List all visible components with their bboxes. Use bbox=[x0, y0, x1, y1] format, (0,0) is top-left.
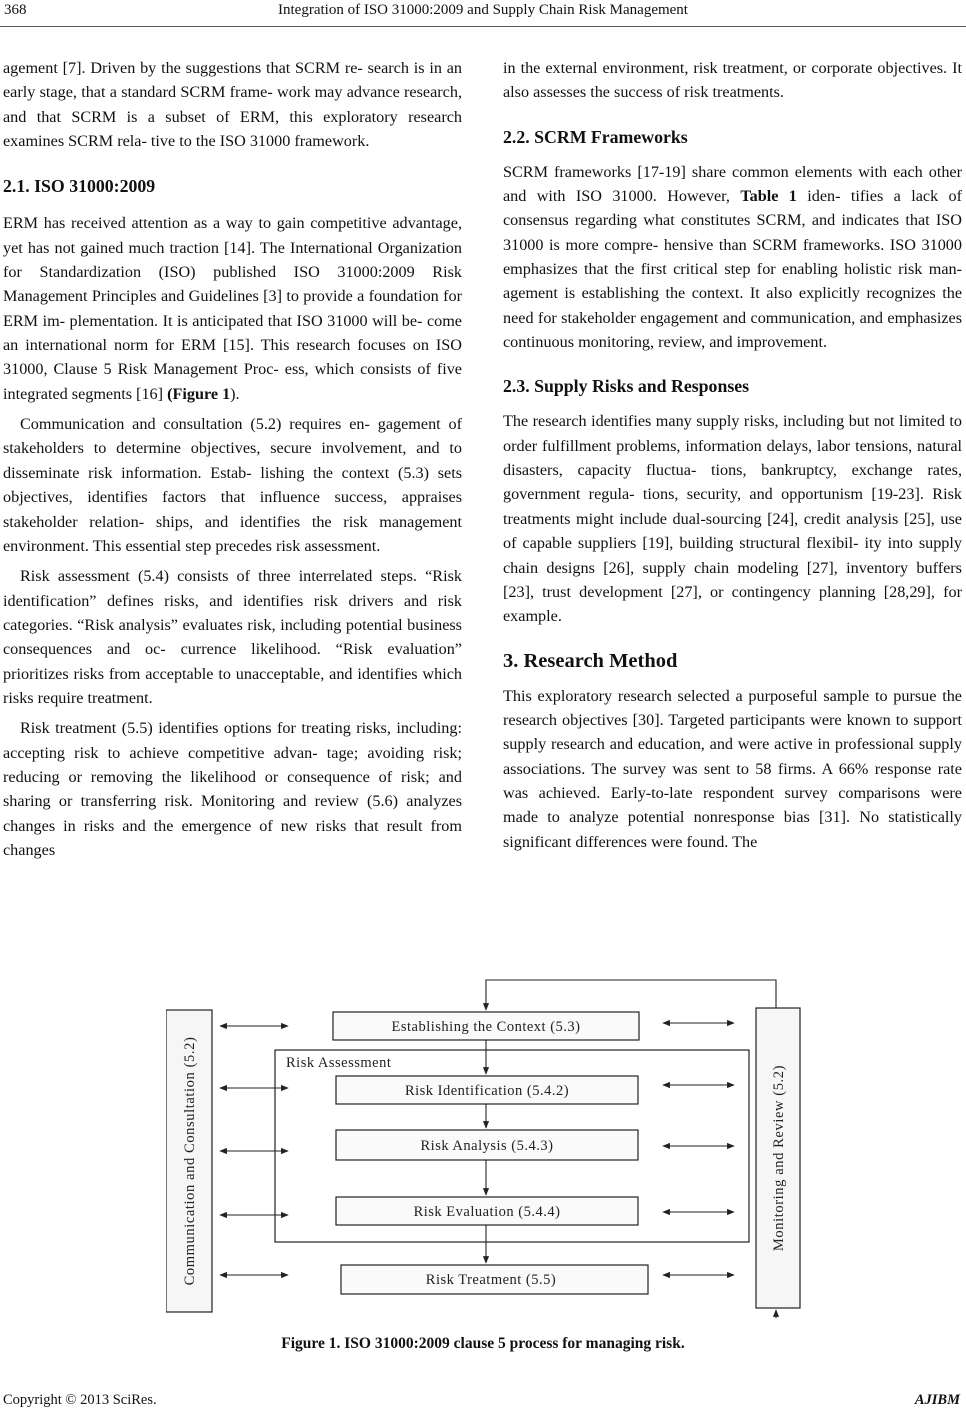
paragraph: ERM has received attention as a way to gain competitive advantage, yet has not gained much traction [14]. The International Organization for Standardization (ISO) published ISO 31000:2009 Risk Management Principles and Guidelines [3] to provide a foundation for ERM im- plementation. It is anticipated that ISO 31000 will be- come an international norm for ERM [15]. This research focuses on ISO 31000, Clause 5 Risk Management Proc- ess, which consists of five integrated segments [16] (Figure 1). bbox=[3, 214, 462, 403]
right-column bbox=[503, 56, 962, 854]
paragraph: Risk treatment (5.5) identifies options for treating risks, including: accepting risk to achieve competitive advan- tage; avoiding risk; reducing or removing the likelihood or consequence of risk; and sharing or transferring risk. Monitoring and review (5.6) analyzes changes in risks and the emergence of new risks that result from changes bbox=[3, 719, 462, 859]
figure-reference[interactable]: Figure 1 bbox=[172, 384, 231, 403]
paragraph: Communication and consultation (5.2) requires en- gagement of stakeholders to determine objectives, secure involvement, and to disseminate risk information. Estab- lishing the context (5.3) sets objectives, identifies factors that influence success, appraises stakeholder relation- ships, and identifies the risk management environment. This essential step precedes risk assessment. bbox=[3, 415, 462, 555]
context-label: Establishing the Context (5.3) bbox=[391, 1019, 581, 1035]
paragraph: agement [7]. Driven by the suggestions that SCRM re- search is in an early stage, that a standard SCRM frame- work may advance research, and that SCRM is a subset of ERM, this exploratory research examines SCRM rela- tive to the ISO 31000 framework. bbox=[3, 59, 462, 151]
arrow-feedback-loop bbox=[486, 980, 776, 1010]
analysis-label: Risk Analysis (5.4.3) bbox=[420, 1138, 554, 1154]
process-figure bbox=[166, 978, 806, 1318]
identification-label: Risk Identification (5.4.2) bbox=[404, 1083, 570, 1099]
section-heading: 2.2. SCRM Frameworks bbox=[503, 126, 688, 147]
paragraph: in the external environment, risk treatment, or corporate objectives. It also assesses the success of risk treatments. bbox=[503, 59, 962, 102]
evaluation-label: Risk Evaluation (5.4.4) bbox=[413, 1204, 561, 1220]
figure-caption: Figure 1. ISO 31000:2009 clause 5 process for managing risk. bbox=[281, 1335, 685, 1352]
treatment-label: Risk Treatment (5.5) bbox=[425, 1272, 557, 1288]
left-column bbox=[3, 56, 462, 862]
communication-label: Communication and Consultation (5.2) bbox=[182, 1036, 198, 1286]
section-heading: 2.1. ISO 31000:2009 bbox=[3, 176, 156, 197]
copyright: Copyright © 2013 SciRes. bbox=[3, 1392, 157, 1408]
risk-assessment-label: Risk Assessment bbox=[286, 1055, 392, 1071]
page-number: 368 bbox=[4, 2, 27, 18]
section-heading: 3. Research Method bbox=[503, 649, 678, 672]
header-rule bbox=[0, 26, 966, 27]
journal-abbreviation: AJIBM bbox=[914, 1392, 960, 1408]
paragraph: Risk assessment (5.4) consists of three interrelated steps. “Risk identification” defines risks, and identifies risk drivers and risk categories. “Risk analysis” evaluates risk, including potential business consequences and oc- currence likelihood. “Risk evaluation” prioritizes risks from acceptable to unacceptable, and identifies which risks require treatment. bbox=[3, 567, 462, 707]
monitoring-label: Monitoring and Review (5.2) bbox=[771, 1064, 787, 1252]
paragraph: SCRM frameworks [17-19] share common elements with each other and with ISO 31000. However, Table 1 iden- tifies a lack of consensus regarding what constitutes SCRM, and indicates that ISO 31000 is more compre- hensive than SCRM frameworks. ISO 31000 emphasizes that the first critical step for enabling holistic risk man- agement is establishing the context. It also explicitly recognizes the need for stakeholder engagement and communication, and emphasizes continuous monitoring, review, and improvement. bbox=[503, 162, 963, 352]
running-title: Integration of ISO 31000:2009 and Supply Chain Risk Management bbox=[278, 2, 688, 18]
section-heading: 2.3. Supply Risks and Responses bbox=[503, 376, 750, 397]
paragraph: This exploratory research selected a purposeful sample to pursue the research objectives [30]. Targeted participants were known to support supply research and education, and were active in professional supply associations. The survey was sent to 58 firms. A 66% response rate was achieved. Early-to-late respondent survey comparisons were made to analyze potential nonresponse bias [31]. No statistically significant differences were found. The bbox=[503, 686, 962, 851]
paragraph: The research identifies many supply risks, including but not limited to order fulfillment problems, information delays, labor tensions, natural disasters, capacity fluctua- tions, bankruptcy, exchange rates, government regula- tions, security, and opportunism [19-23]. Risk treatments might include dual-sourcing [24], credit analysis [25], use of capable suppliers [19], building structural flexibil- ity into supply chain designs [26], supply chain modeling [27], inventory buffers [23], trust development [27], or contingency planning [28,29], for example. bbox=[503, 412, 962, 626]
table-reference[interactable]: Table 1 bbox=[740, 187, 797, 206]
